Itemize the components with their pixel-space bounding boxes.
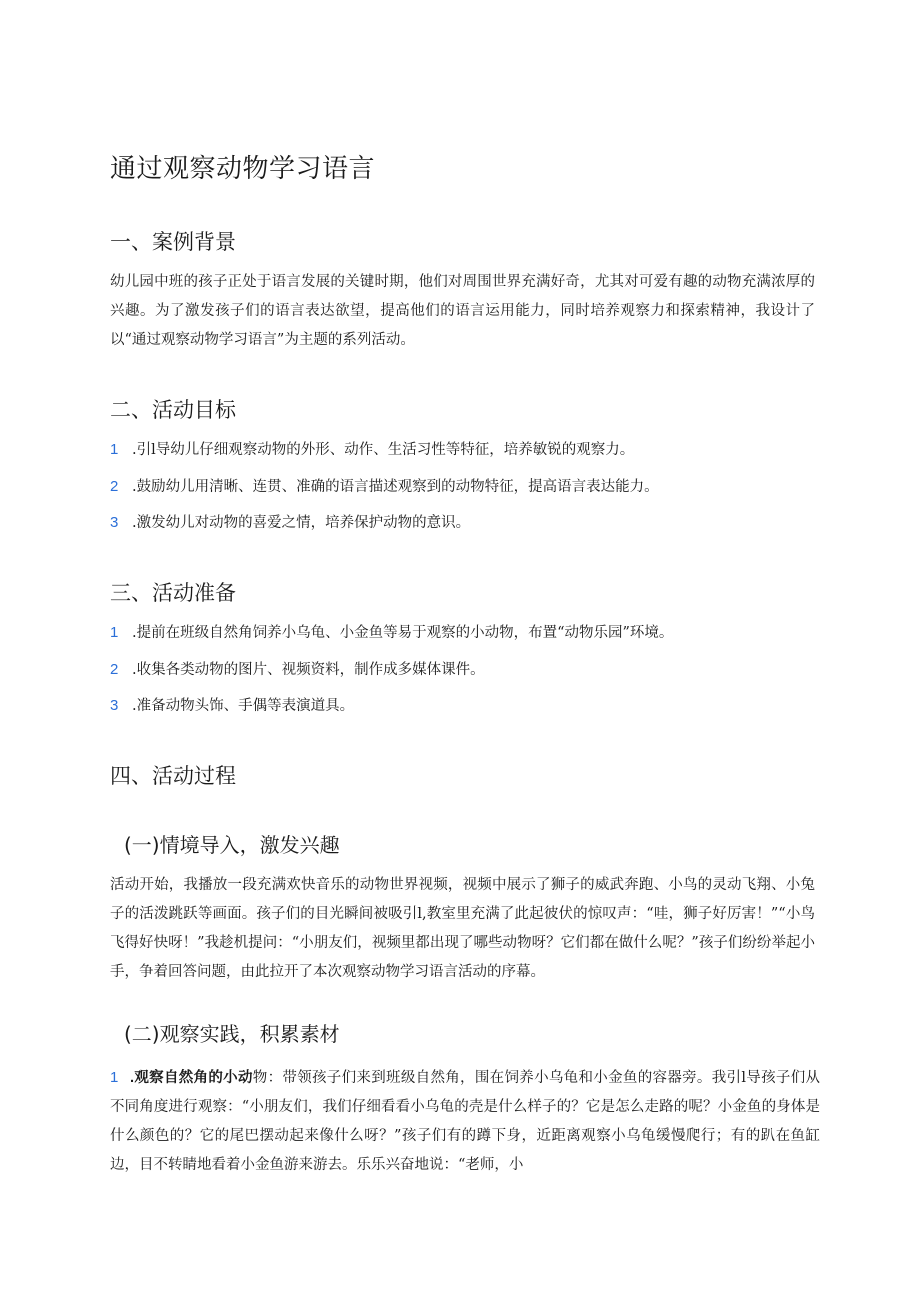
section-heading-process: 四、活动过程 [110, 764, 236, 788]
list-item-text: .引l导幼儿仔细观察动物的外形、动作、生活习性等特征，培养敏锐的观察力。 [132, 442, 635, 458]
goal-item [110, 472, 820, 502]
list-item-text: .提前在班级自然角饲养小乌龟、小金鱼等易于观察的小动物，布置“动物乐园”环境。 [132, 625, 674, 641]
list-item-text: .准备动物头饰、手偶等表演道具。 [132, 698, 355, 714]
prep-item [110, 691, 820, 721]
list-number: 2 [110, 661, 119, 678]
section-heading-background: 一、案例背景 [110, 230, 236, 254]
list-number: 1 [110, 1069, 119, 1086]
section-heading-goals: 二、活动目标 [110, 398, 236, 422]
observe-item-lead: .观察自然角的小动 [130, 1070, 253, 1086]
intro-paragraph: 活动开始，我播放一段充满欢快音乐的动物世界视频，视频中展示了狮子的威武奔跑、小鸟的灵动飞翔、小兔子的活泼跳跃等画面。孩子们的目光瞬间被吸引l,教室里充满了此起彼伏的惊叹声：“哇，狮子好厉害！”“小鸟飞得好快呀！”我趁机提问：“小朋友们，视频里都出现了哪些动物呀？它们都在做什么呢？”孩子们纷纷举起小手，争着回答问题，由此拉开了本次观察动物学习语言活动的序幕。 [110, 877, 815, 980]
list-number: 2 [110, 478, 119, 495]
observe-item-paragraph [110, 1063, 820, 1180]
subsection-heading-intro: (一)情境导入，激发兴趣 [124, 833, 340, 857]
prep-item [110, 655, 820, 685]
list-number: 3 [110, 697, 119, 714]
goal-item [110, 435, 820, 465]
intro-paragraph-block [110, 871, 815, 987]
list-number: 1 [110, 441, 119, 458]
prep-item [110, 618, 820, 648]
list-item-text: .收集各类动物的图片、视频资料，制作成多媒体课件。 [132, 662, 485, 678]
goal-item [110, 508, 820, 538]
list-number: 1 [110, 624, 119, 641]
list-item-text: .激发幼儿对动物的喜爱之情，培养保护动物的意识。 [132, 515, 471, 531]
section-heading-prep: 三、活动准备 [110, 581, 236, 605]
list-item-text: .鼓励幼儿用清晰、连贯、准确的语言描述观察到的动物特征，提高语言表达能力。 [132, 479, 659, 495]
subsection-heading-observe: (二)观察实践，积累素材 [124, 1022, 340, 1046]
background-paragraph-block [110, 268, 815, 355]
list-number: 3 [110, 514, 119, 531]
background-paragraph: 幼儿园中班的孩子正处于语言发展的关键时期，他们对周围世界充满好奇，尤其对可爱有趣的动物充满浓厚的兴趣。为了激发孩子们的语言表达欲望，提高他们的语言运用能力，同时培养观察力和探索精神，我设计了以“通过观察动物学习语言”为主题的系列活动。 [110, 274, 815, 348]
observe-item [110, 1063, 820, 1180]
page-title: 通过观察动物学习语言 [110, 154, 376, 184]
observe-item-text: 物：带领孩子们来到班级自然角，围在饲养小乌龟和小金鱼的容器旁。我引l导孩子们从不同角度进行观察：“小朋友们，我们仔细看看小乌龟的壳是什么样子的？它是怎么走路的呢？小金鱼的身体是什么颜色的？它的尾巴摆动起来像什么呀？”孩子们有的蹲下身，近距离观察小乌龟缓慢爬行；有的趴在鱼缸边，目不转睛地看着小金鱼游来游去。乐乐兴奋地说：“老师，小 [110, 1070, 820, 1173]
